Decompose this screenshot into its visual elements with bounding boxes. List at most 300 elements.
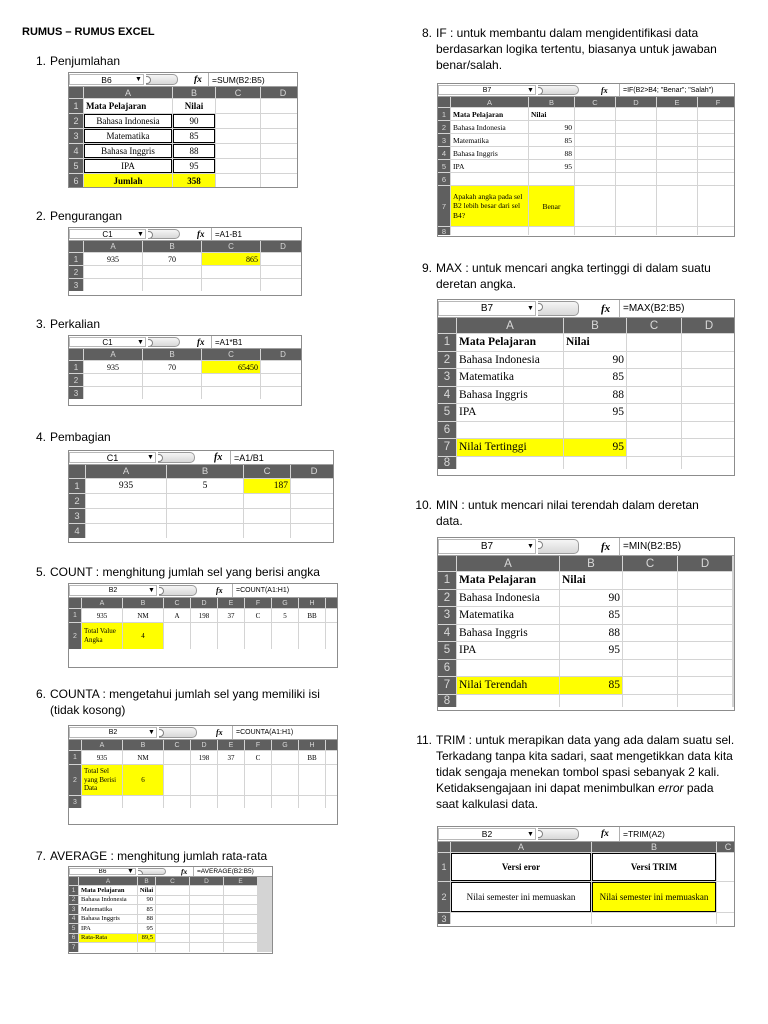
row-header[interactable]: 2 (69, 266, 83, 278)
name-box[interactable]: B2 (69, 727, 157, 738)
column-header[interactable]: H (299, 740, 325, 750)
spreadsheet-cell[interactable] (216, 114, 260, 128)
spreadsheet-cell[interactable]: 95 (564, 439, 626, 456)
spreadsheet-cell[interactable]: C (245, 751, 271, 764)
formula-bar-resize-handle[interactable] (159, 585, 197, 596)
spreadsheet-cell[interactable]: 85 (564, 369, 626, 386)
spreadsheet-cell[interactable] (84, 374, 142, 386)
name-box[interactable]: B7 (438, 539, 536, 554)
dropdown-arrow-icon[interactable]: ▼ (148, 729, 155, 736)
spreadsheet-cell[interactable]: Bahasa Inggris (451, 147, 528, 159)
spreadsheet-cell[interactable]: Bahasa Inggris (457, 387, 563, 404)
row-header[interactable]: 7 (438, 186, 450, 226)
spreadsheet-cell[interactable] (291, 524, 334, 538)
spreadsheet-cell[interactable]: 95 (560, 642, 622, 659)
spreadsheet-cell[interactable] (190, 943, 223, 952)
column-header[interactable] (326, 740, 338, 750)
column-header[interactable]: D (191, 740, 217, 750)
spreadsheet-cell[interactable]: 90 (173, 114, 215, 128)
spreadsheet-cell[interactable] (616, 186, 656, 226)
row-header[interactable]: 5 (438, 642, 456, 659)
spreadsheet-cell[interactable] (457, 660, 559, 677)
spreadsheet-cell[interactable] (616, 134, 656, 146)
spreadsheet-cell[interactable]: Bahasa Inggris (457, 625, 559, 642)
spreadsheet-cell[interactable] (244, 524, 290, 538)
spreadsheet-cell[interactable]: Matematika (451, 134, 528, 146)
spreadsheet-cell[interactable]: IPA (451, 160, 528, 172)
dropdown-arrow-icon[interactable]: ▼ (127, 868, 134, 875)
dropdown-arrow-icon[interactable]: ▼ (147, 454, 154, 461)
select-all-corner[interactable] (69, 349, 83, 360)
name-box[interactable]: B7 (438, 301, 536, 316)
spreadsheet-cell[interactable] (261, 279, 302, 291)
spreadsheet-cell[interactable] (167, 494, 243, 508)
row-header[interactable]: 1 (69, 99, 83, 113)
spreadsheet-cell[interactable]: Bahasa Indonesia (457, 352, 563, 369)
spreadsheet-cell[interactable] (156, 896, 189, 905)
spreadsheet-cell[interactable] (156, 924, 189, 933)
column-header[interactable]: D (191, 598, 217, 608)
column-header[interactable]: D (616, 97, 656, 107)
column-header[interactable]: B (564, 318, 626, 333)
spreadsheet-cell[interactable]: Mata Pelajaran (457, 572, 559, 589)
column-header[interactable]: E (218, 598, 244, 608)
spreadsheet-cell[interactable]: 90 (138, 896, 155, 905)
column-header[interactable]: D (190, 877, 223, 885)
spreadsheet-cell[interactable] (457, 422, 563, 439)
spreadsheet-cell[interactable] (261, 159, 298, 173)
column-header[interactable]: C (164, 598, 190, 608)
column-header[interactable]: B (123, 740, 163, 750)
spreadsheet-cell[interactable] (698, 173, 735, 185)
spreadsheet-cell[interactable]: Nilai Terendah (457, 677, 559, 694)
spreadsheet-cell[interactable] (698, 108, 735, 120)
row-header[interactable]: 3 (69, 509, 85, 523)
spreadsheet-cell[interactable] (657, 147, 697, 159)
spreadsheet-cell[interactable] (627, 439, 681, 456)
formula-bar-resize-handle[interactable] (148, 337, 180, 347)
column-header[interactable]: D (261, 241, 302, 252)
spreadsheet-cell[interactable] (164, 796, 190, 808)
column-header[interactable] (326, 598, 338, 608)
select-all-corner[interactable] (438, 842, 450, 852)
row-header[interactable]: 1 (69, 609, 81, 622)
column-header[interactable]: A (457, 556, 559, 571)
name-box[interactable]: C1 (69, 452, 156, 463)
spreadsheet-cell[interactable] (616, 160, 656, 172)
spreadsheet-cell[interactable] (575, 108, 615, 120)
column-header[interactable]: D (678, 556, 732, 571)
spreadsheet-cell[interactable] (164, 765, 190, 795)
row-header[interactable]: 8 (438, 695, 456, 707)
spreadsheet-cell[interactable] (678, 572, 732, 589)
spreadsheet-cell[interactable]: 4 (123, 623, 163, 649)
column-header[interactable]: D (682, 318, 735, 333)
spreadsheet-cell[interactable] (84, 387, 142, 399)
function-icon[interactable]: fx (601, 541, 611, 553)
spreadsheet-cell[interactable]: 935 (86, 479, 166, 493)
row-header[interactable]: 1 (438, 853, 450, 881)
spreadsheet-cell[interactable] (682, 352, 735, 369)
spreadsheet-cell[interactable]: C (245, 609, 271, 622)
row-header[interactable]: 6 (69, 174, 83, 188)
row-header[interactable]: 3 (438, 369, 456, 386)
row-header[interactable]: 2 (438, 121, 450, 133)
select-all-corner[interactable] (69, 877, 78, 885)
spreadsheet-cell[interactable] (678, 660, 732, 677)
spreadsheet-cell[interactable]: 358 (173, 174, 215, 188)
spreadsheet-cell[interactable] (592, 913, 716, 924)
spreadsheet-cell[interactable] (657, 173, 697, 185)
spreadsheet-cell[interactable] (678, 607, 732, 624)
spreadsheet-cell[interactable] (657, 134, 697, 146)
spreadsheet-cell[interactable] (123, 796, 163, 808)
spreadsheet-cell[interactable]: BB (299, 751, 325, 764)
column-header[interactable]: D (261, 87, 298, 98)
spreadsheet-cell[interactable] (245, 765, 271, 795)
spreadsheet-cell[interactable] (616, 227, 656, 235)
row-header[interactable]: 3 (69, 129, 83, 143)
row-header[interactable]: 5 (438, 160, 450, 172)
spreadsheet-cell[interactable] (698, 160, 735, 172)
function-icon[interactable]: fx (216, 586, 223, 595)
spreadsheet-cell[interactable] (190, 915, 223, 924)
spreadsheet-cell[interactable] (216, 174, 260, 188)
spreadsheet-cell[interactable] (682, 404, 735, 421)
spreadsheet-cell[interactable] (261, 253, 302, 265)
function-icon[interactable]: fx (194, 75, 202, 85)
column-header[interactable]: C (623, 556, 677, 571)
spreadsheet-cell[interactable] (156, 886, 189, 895)
function-icon[interactable]: fx (601, 303, 611, 315)
function-icon[interactable]: fx (214, 452, 223, 463)
column-header[interactable]: A (84, 349, 142, 360)
column-header[interactable]: C (575, 97, 615, 107)
select-all-corner[interactable] (438, 97, 450, 107)
spreadsheet-cell[interactable] (564, 422, 626, 439)
spreadsheet-cell[interactable]: Nilai (139, 886, 154, 894)
column-header[interactable]: B (138, 877, 155, 885)
row-header[interactable]: 2 (69, 896, 78, 905)
row-header[interactable]: 4 (69, 144, 83, 158)
spreadsheet-cell[interactable] (218, 796, 244, 808)
row-header[interactable]: 3 (69, 905, 78, 914)
row-header[interactable]: 3 (69, 796, 81, 808)
spreadsheet-cell[interactable] (261, 374, 302, 386)
spreadsheet-cell[interactable]: Total Value Angka (82, 623, 122, 649)
column-header[interactable]: A (82, 598, 122, 608)
spreadsheet-cell[interactable] (191, 765, 217, 795)
function-icon[interactable]: fx (197, 337, 205, 347)
spreadsheet-cell[interactable]: 187 (244, 479, 290, 493)
spreadsheet-cell[interactable] (657, 108, 697, 120)
spreadsheet-cell[interactable]: 95 (564, 404, 626, 421)
column-header[interactable]: A (86, 465, 166, 478)
spreadsheet-cell[interactable] (457, 695, 559, 707)
spreadsheet-cell[interactable] (190, 934, 223, 943)
spreadsheet-cell[interactable] (698, 134, 735, 146)
spreadsheet-cell[interactable] (224, 915, 257, 924)
spreadsheet-cell[interactable] (451, 227, 528, 235)
spreadsheet-cell[interactable] (261, 387, 302, 399)
spreadsheet-cell[interactable] (164, 751, 190, 764)
column-header[interactable]: C (216, 87, 260, 98)
spreadsheet-cell[interactable] (245, 623, 271, 649)
spreadsheet-cell[interactable]: 935 (82, 751, 122, 764)
name-box[interactable]: B2 (69, 585, 157, 596)
formula-input[interactable]: =MIN(B2:B5) (619, 538, 734, 555)
formula-input[interactable]: =COUNTA(A1:H1) (232, 726, 337, 739)
spreadsheet-cell[interactable]: BB (299, 609, 325, 622)
column-header[interactable]: F (245, 598, 271, 608)
spreadsheet-cell[interactable] (261, 361, 302, 373)
column-header[interactable]: D (261, 349, 302, 360)
spreadsheet-cell[interactable]: 90 (564, 352, 626, 369)
spreadsheet-cell[interactable] (698, 121, 735, 133)
row-header[interactable]: 7 (438, 677, 456, 694)
spreadsheet-cell[interactable] (623, 642, 677, 659)
spreadsheet-cell[interactable] (627, 457, 681, 469)
formula-bar-resize-handle[interactable] (158, 452, 195, 463)
spreadsheet-cell[interactable] (224, 886, 257, 895)
spreadsheet-cell[interactable]: 865 (202, 253, 260, 265)
dropdown-arrow-icon[interactable]: ▼ (137, 339, 144, 346)
spreadsheet-cell[interactable] (143, 374, 201, 386)
spreadsheet-cell[interactable]: Bahasa Indonesia (79, 896, 137, 905)
spreadsheet-cell[interactable] (564, 457, 626, 469)
spreadsheet-cell[interactable] (678, 642, 732, 659)
select-all-corner[interactable] (69, 241, 83, 252)
spreadsheet-cell[interactable] (261, 266, 302, 278)
row-header[interactable]: 8 (438, 457, 456, 469)
spreadsheet-cell[interactable] (682, 369, 735, 386)
row-header[interactable]: 2 (69, 765, 81, 795)
row-header[interactable]: 8 (438, 227, 450, 235)
function-icon[interactable]: fx (601, 829, 609, 839)
dropdown-arrow-icon[interactable]: ▼ (527, 305, 534, 312)
spreadsheet-cell[interactable] (575, 121, 615, 133)
spreadsheet-cell[interactable]: 89,5 (138, 934, 155, 943)
row-header[interactable]: 2 (69, 114, 83, 128)
spreadsheet-cell[interactable] (86, 494, 166, 508)
spreadsheet-cell[interactable] (156, 943, 189, 952)
spreadsheet-cell[interactable]: Nilai Tertinggi (457, 439, 563, 456)
spreadsheet-cell[interactable]: A (164, 609, 190, 622)
spreadsheet-cell[interactable] (138, 943, 155, 952)
spreadsheet-cell[interactable] (202, 279, 260, 291)
formula-bar-resize-handle[interactable] (538, 828, 579, 840)
spreadsheet-cell[interactable] (529, 173, 574, 185)
spreadsheet-cell[interactable]: 88 (138, 915, 155, 924)
spreadsheet-cell[interactable]: NM (123, 609, 163, 622)
spreadsheet-cell[interactable] (682, 457, 735, 469)
spreadsheet-cell[interactable] (143, 279, 201, 291)
row-header[interactable]: 4 (438, 625, 456, 642)
spreadsheet-cell[interactable] (627, 404, 681, 421)
spreadsheet-cell[interactable] (623, 695, 677, 707)
row-header[interactable]: 3 (438, 134, 450, 146)
row-header[interactable]: 3 (69, 279, 83, 291)
spreadsheet-cell[interactable] (657, 160, 697, 172)
spreadsheet-cell[interactable]: 5 (167, 479, 243, 493)
spreadsheet-cell[interactable] (529, 227, 574, 235)
spreadsheet-cell[interactable]: Matematika (79, 905, 137, 914)
spreadsheet-cell[interactable]: 95 (173, 159, 215, 173)
spreadsheet-cell[interactable] (682, 439, 735, 456)
column-header[interactable]: A (82, 740, 122, 750)
spreadsheet-cell[interactable] (164, 623, 190, 649)
spreadsheet-cell[interactable]: 70 (143, 361, 201, 373)
column-header[interactable]: C (164, 740, 190, 750)
spreadsheet-cell[interactable]: 935 (82, 609, 122, 622)
spreadsheet-cell[interactable] (678, 625, 732, 642)
spreadsheet-cell[interactable]: 88 (529, 147, 574, 159)
column-header[interactable]: B (529, 97, 574, 107)
spreadsheet-cell[interactable] (291, 494, 334, 508)
column-header[interactable]: A (84, 87, 172, 98)
column-header[interactable]: E (218, 740, 244, 750)
formula-input[interactable]: =A1/B1 (230, 451, 333, 464)
spreadsheet-cell[interactable] (616, 173, 656, 185)
spreadsheet-cell[interactable] (616, 108, 656, 120)
spreadsheet-cell[interactable]: Matematika (457, 369, 563, 386)
select-all-corner[interactable] (69, 465, 85, 478)
formula-input[interactable]: =A1*B1 (211, 336, 301, 348)
column-header[interactable]: A (84, 241, 142, 252)
spreadsheet-cell[interactable] (616, 147, 656, 159)
name-box[interactable]: B6 (69, 74, 144, 85)
row-header[interactable]: 4 (69, 915, 78, 924)
spreadsheet-cell[interactable] (143, 387, 201, 399)
row-header[interactable]: 1 (69, 479, 85, 493)
spreadsheet-cell[interactable]: Jumlah (84, 174, 172, 188)
column-header[interactable]: D (291, 465, 334, 478)
spreadsheet-cell[interactable] (244, 494, 290, 508)
row-header[interactable]: 3 (438, 607, 456, 624)
dropdown-arrow-icon[interactable]: ▼ (137, 231, 144, 238)
column-header[interactable]: G (272, 598, 298, 608)
row-header[interactable]: 1 (438, 334, 456, 351)
spreadsheet-cell[interactable] (451, 173, 528, 185)
column-header[interactable]: F (245, 740, 271, 750)
spreadsheet-cell[interactable] (218, 765, 244, 795)
spreadsheet-cell[interactable] (224, 934, 257, 943)
spreadsheet-cell[interactable]: Mata Pelajaran (451, 108, 528, 120)
spreadsheet-cell[interactable] (143, 266, 201, 278)
spreadsheet-cell[interactable]: Nilai (564, 334, 626, 351)
spreadsheet-cell[interactable] (261, 144, 298, 158)
spreadsheet-cell[interactable]: Benar (529, 186, 574, 226)
spreadsheet-cell[interactable]: 5 (272, 609, 298, 622)
column-header[interactable]: A (451, 97, 528, 107)
spreadsheet-cell[interactable]: 88 (173, 144, 215, 158)
spreadsheet-cell[interactable] (202, 266, 260, 278)
spreadsheet-cell[interactable] (575, 227, 615, 235)
formula-bar-resize-handle[interactable] (159, 727, 197, 738)
row-header[interactable]: 2 (69, 494, 85, 508)
row-header[interactable]: 4 (69, 524, 85, 538)
spreadsheet-cell[interactable]: Bahasa Indonesia (84, 114, 172, 128)
spreadsheet-cell[interactable]: Mata Pelajaran (457, 334, 563, 351)
spreadsheet-cell[interactable] (291, 509, 334, 523)
spreadsheet-cell[interactable] (717, 882, 735, 912)
spreadsheet-cell[interactable] (218, 623, 244, 649)
spreadsheet-cell[interactable] (627, 334, 681, 351)
column-header[interactable]: C (202, 241, 260, 252)
spreadsheet-cell[interactable]: 198 (191, 751, 217, 764)
spreadsheet-cell[interactable] (657, 186, 697, 226)
spreadsheet-cell[interactable] (167, 509, 243, 523)
spreadsheet-cell[interactable] (326, 751, 338, 764)
spreadsheet-cell[interactable]: Bahasa Indonesia (457, 590, 559, 607)
spreadsheet-cell[interactable]: Rata-Rata (79, 934, 137, 943)
spreadsheet-cell[interactable] (657, 227, 697, 235)
formula-bar-resize-handle[interactable] (538, 301, 579, 316)
spreadsheet-cell[interactable]: Mata Pelajaran (79, 886, 137, 895)
name-box[interactable]: C1 (69, 337, 146, 347)
select-all-corner[interactable] (69, 598, 81, 608)
spreadsheet-cell[interactable] (216, 99, 260, 113)
spreadsheet-cell[interactable] (86, 524, 166, 538)
row-header[interactable]: 2 (438, 352, 456, 369)
spreadsheet-cell[interactable]: Versi TRIM (592, 853, 716, 881)
spreadsheet-cell[interactable]: Matematika (84, 129, 172, 143)
spreadsheet-cell[interactable]: 85 (173, 129, 215, 143)
spreadsheet-cell[interactable] (261, 99, 298, 113)
spreadsheet-cell[interactable]: 935 (84, 361, 142, 373)
spreadsheet-cell[interactable] (190, 886, 223, 895)
spreadsheet-cell[interactable]: 85 (560, 607, 622, 624)
spreadsheet-cell[interactable] (272, 623, 298, 649)
spreadsheet-cell[interactable] (326, 796, 338, 808)
spreadsheet-cell[interactable] (326, 609, 338, 622)
spreadsheet-cell[interactable] (623, 607, 677, 624)
spreadsheet-cell[interactable]: Nilai semester ini memuaskan (451, 882, 591, 912)
formula-bar-resize-handle[interactable] (538, 85, 579, 95)
column-header[interactable]: E (657, 97, 697, 107)
spreadsheet-cell[interactable] (261, 114, 298, 128)
spreadsheet-cell[interactable] (616, 121, 656, 133)
spreadsheet-cell[interactable] (698, 186, 735, 226)
spreadsheet-cell[interactable]: 85 (138, 905, 155, 914)
row-header[interactable]: 2 (438, 882, 450, 912)
spreadsheet-cell[interactable] (682, 334, 735, 351)
spreadsheet-cell[interactable] (216, 159, 260, 173)
spreadsheet-cell[interactable]: Bahasa Inggris (79, 915, 137, 924)
column-header[interactable]: C (717, 842, 735, 852)
row-header[interactable]: 6 (438, 422, 456, 439)
spreadsheet-cell[interactable] (678, 695, 732, 707)
spreadsheet-cell[interactable] (202, 374, 260, 386)
spreadsheet-cell[interactable] (299, 765, 325, 795)
spreadsheet-cell[interactable]: 88 (564, 387, 626, 404)
spreadsheet-cell[interactable] (190, 905, 223, 914)
spreadsheet-cell[interactable]: Bahasa Inggris (84, 144, 172, 158)
spreadsheet-cell[interactable]: 90 (529, 121, 574, 133)
column-header[interactable]: C (244, 465, 290, 478)
spreadsheet-cell[interactable]: 90 (560, 590, 622, 607)
spreadsheet-cell[interactable] (575, 160, 615, 172)
column-header[interactable]: H (299, 598, 325, 608)
dropdown-arrow-icon[interactable]: ▼ (527, 831, 534, 838)
spreadsheet-cell[interactable] (224, 924, 257, 933)
spreadsheet-cell[interactable] (191, 796, 217, 808)
row-header[interactable]: 1 (69, 361, 83, 373)
spreadsheet-cell[interactable]: IPA (79, 924, 137, 933)
row-header[interactable]: 4 (438, 147, 450, 159)
row-header[interactable]: 2 (69, 374, 83, 386)
spreadsheet-cell[interactable] (575, 186, 615, 226)
